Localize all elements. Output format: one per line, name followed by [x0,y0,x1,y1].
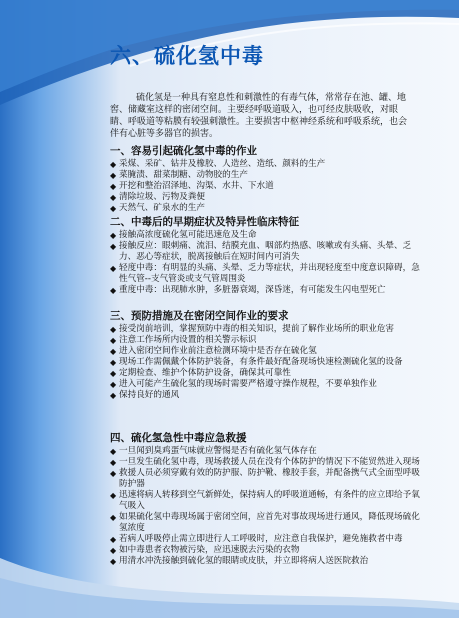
bullet-icon: ◆ [110,469,117,478]
list-item [110,192,422,203]
list-item-text: 注意工作场所内设置的相关警示标识 [119,335,257,345]
bullet-icon: ◆ [110,391,117,400]
list-item [110,263,422,285]
section-2 [110,216,422,296]
list-item [110,170,422,181]
bullet-icon: ◆ [110,160,117,169]
bullet-icon: ◆ [110,231,117,240]
list-item-text: 定期检查、维护个体防护设备，确保其可靠性 [119,368,291,378]
bullet-icon: ◆ [110,369,117,378]
list-item [110,335,422,346]
list-item [110,230,422,241]
list-item-text: 一旦闻到臭鸡蛋气味就应警惕是否有硫化氢气体存在 [119,446,317,456]
list-item [110,379,422,390]
list-item [110,346,422,357]
intro-paragraph: 硫化氢是一种具有窒息性和刺激性的有毒气体，常常存在池、罐、地窖、储藏室这样的密闭空间。主要经呼吸道吸入，也可经皮肤吸收，对眼睛、呼吸道等粘膜有较强刺激性。主要损害中枢神经系统和呼吸系统，也会伴有心脏等多器官的损害。 [110,93,408,139]
list-item [110,285,422,296]
bullet-icon: ◆ [110,264,117,273]
list-item-text: 轻度中毒：有明显的头痛、头晕、乏力等症状，并出现轻度至中度意识障碍，急性气管--支气管炎或支气管周围炎 [119,263,420,284]
list-item [110,181,422,192]
bullet-icon: ◆ [110,491,117,500]
list-item [110,368,422,379]
list-item-text: 清除垃圾、污物及粪便 [119,192,205,202]
list-item [110,446,422,457]
list-item-text: 保持良好的通风 [119,390,180,400]
list-item-text: 菜腌渍、甜菜制糖、动物胶的生产 [119,170,248,180]
list-item [110,534,422,545]
list-item-text: 用清水冲洗接触到硫化氢的眼睛或皮肤，并立即将病人送医院救治 [119,556,369,566]
bullet-icon: ◆ [110,325,117,334]
list-item-text: 开挖和整治沼泽地、沟渠、水井、下水道 [119,181,274,191]
bullet-icon: ◆ [110,204,117,213]
list-item-text: 现场工作需佩戴个体防护装备，有条件最好配备现场快速检测硫化氢的设备 [119,357,403,367]
bullet-icon: ◆ [110,347,117,356]
list-item [110,468,422,490]
list-item-text: 进入密闭空间作业前注意检测环境中是否存在硫化氢 [119,346,317,356]
bullet-icon: ◆ [110,458,117,467]
page-title: 六、硫化氢中毒 [110,44,264,68]
list-item [110,159,422,170]
bullet-icon: ◆ [110,171,117,180]
bullet-icon: ◆ [110,546,117,555]
list-item [110,457,422,468]
list-item [110,545,422,556]
bullet-icon: ◆ [110,286,117,295]
section-4 [110,432,422,567]
bullet-icon: ◆ [110,535,117,544]
list-item-text: 接触高浓度硫化氢可能迅速危及生命 [119,230,257,240]
list-item-text: 进入可能产生硫化氢的现场时需要严格遵守操作规程，不要单独作业 [119,379,377,389]
section-1 [110,145,422,214]
section-heading: 四、硫化氢急性中毒应急救援 [110,432,247,444]
section-heading: 三、预防措施及在密闭空间作业的要求 [110,310,289,322]
list-item-text: 天然气、矿泉水的生产 [119,203,205,213]
list-item [110,241,422,263]
section-heading: 二、中毒后的早期症状及特异性临床特征 [110,216,299,228]
list-item [110,490,422,512]
list-item-text: 救援人员必须穿戴有效的防护服、防护靴、橡胶手套，并配备携气式全面型呼吸防护器 [119,468,420,489]
bullet-icon: ◆ [110,380,117,389]
list-item-text: 若病人呼吸停止需立即进行人工呼吸时，应注意自我保护，避免施救者中毒 [119,534,403,544]
list-item-text: 一旦发生硫化氢中毒，现场救援人员在没有个体防护的情况下不能贸然进入现场 [119,457,420,467]
list-item-text: 如果硫化氢中毒现场属于密闭空间，应首先对事故现场进行通风，降低现场硫化氢浓度 [119,512,420,533]
list-item [110,556,422,567]
bullet-icon: ◆ [110,513,117,522]
list-item-text: 如中毒患者衣物被污染，应迅速脱去污染的衣物 [119,545,300,555]
list-item-text: 采煤、采矿、钻井及橡胶、人造丝、造纸、颜料的生产 [119,159,326,169]
bullet-icon: ◆ [110,242,117,251]
list-item-text: 接触反应：眼刺痛、流泪、结膜充血、咽部灼热感、咳嗽或有头痛、头晕、乏力、恶心等症状，脱离接触后在短时间内可消失 [119,241,412,262]
bullet-icon: ◆ [110,358,117,367]
bullet-icon: ◆ [110,557,117,566]
list-item [110,324,422,335]
bullet-icon: ◆ [110,447,117,456]
section-3 [110,310,422,401]
list-item [110,390,422,401]
bullet-icon: ◆ [110,336,117,345]
list-item-text: 迅速将病人转移到空气新鲜处，保持病人的呼吸道通畅，有条件的应立即给予氧气吸入 [119,490,420,511]
list-item [110,203,422,214]
bullet-icon: ◆ [110,193,117,202]
bullet-icon: ◆ [110,182,117,191]
list-item-text: 接受岗前培训，掌握预防中毒的相关知识，提前了解作业场所的职业危害 [119,324,395,334]
list-item [110,512,422,534]
section-heading: 一、容易引起硫化氢中毒的作业 [110,145,257,157]
list-item [110,357,422,368]
list-item-text: 重度中毒：出现肺水肿，多脏器衰竭，深昏迷，有可能发生闪电型死亡 [119,285,386,295]
